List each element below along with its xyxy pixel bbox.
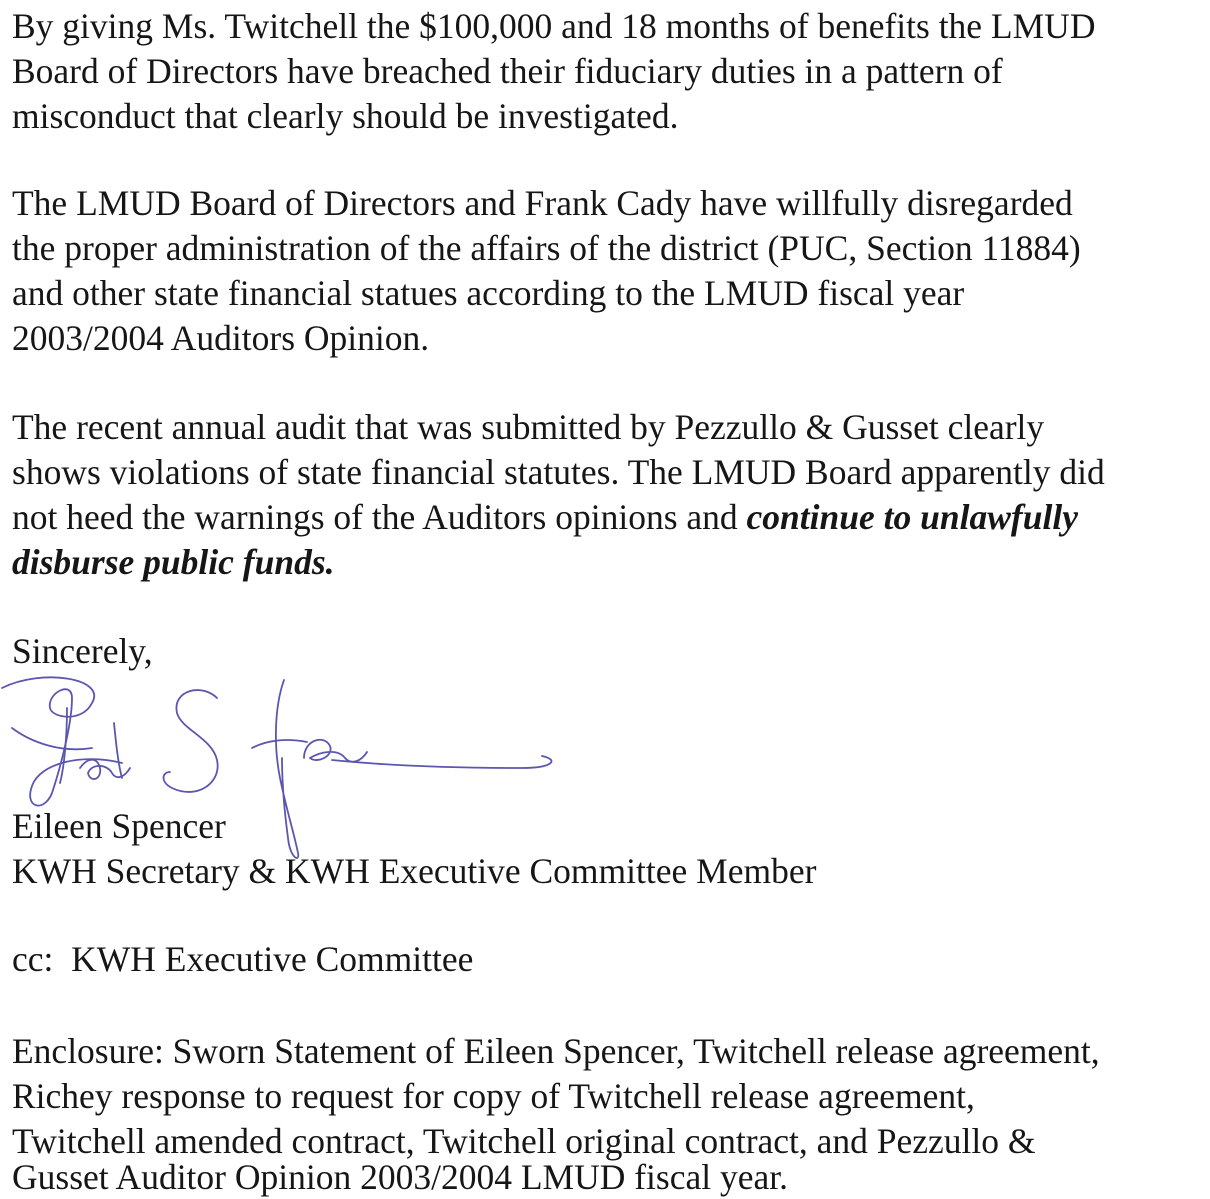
paragraph1-line2: Board of Directors have breached their fiduciary duties in a pattern of	[12, 51, 1003, 91]
cc-line: cc: KWH Executive Committee	[12, 939, 474, 979]
enclosure-line3: Twitchell amended contract, Twitchell original contract, and Pezzullo &	[12, 1121, 1036, 1161]
enclosure-line2: Richey response to request for copy of Twitchell release agreement,	[12, 1076, 975, 1116]
closing-salutation: Sincerely,	[12, 631, 153, 671]
signer-name: Eileen Spencer	[12, 806, 226, 846]
enclosure-line1: Enclosure: Sworn Statement of Eileen Spencer, Twitchell release agreement,	[12, 1031, 1100, 1071]
paragraph1-line1: By giving Ms. Twitchell the $100,000 and 18 months of benefits the LMUD	[12, 6, 1096, 46]
paragraph2-line4: 2003/2004 Auditors Opinion.	[12, 318, 430, 358]
paragraph1-line3: misconduct that clearly should be investigated.	[12, 96, 679, 136]
paragraph3-line2: shows violations of state financial statutes. The LMUD Board apparently did	[12, 452, 1105, 492]
paragraph2-line1: The LMUD Board of Directors and Frank Cady have willfully disregarded	[12, 183, 1073, 223]
enclosure-line4: Gusset Auditor Opinion 2003/2004 LMUD fiscal year.	[12, 1157, 788, 1197]
paragraph3-line3	[12, 495, 1078, 539]
paragraph2-line3: and other state financial statues according to the LMUD fiscal year	[12, 273, 965, 313]
paragraph3-line4-emphasis: disburse public funds.	[12, 542, 335, 582]
paragraph3-line3-emphasis: continue to unlawfully	[746, 497, 1078, 537]
signer-title: KWH Secretary & KWH Executive Committee Member	[12, 851, 817, 891]
paragraph2-line2: the proper administration of the affairs of the district (PUC, Section 11884)	[12, 228, 1081, 268]
paragraph3-line1: The recent annual audit that was submitted by Pezzullo & Gusset clearly	[12, 407, 1045, 447]
paragraph3-line3-plain: not heed the warnings of the Auditors opinions and	[12, 497, 747, 537]
